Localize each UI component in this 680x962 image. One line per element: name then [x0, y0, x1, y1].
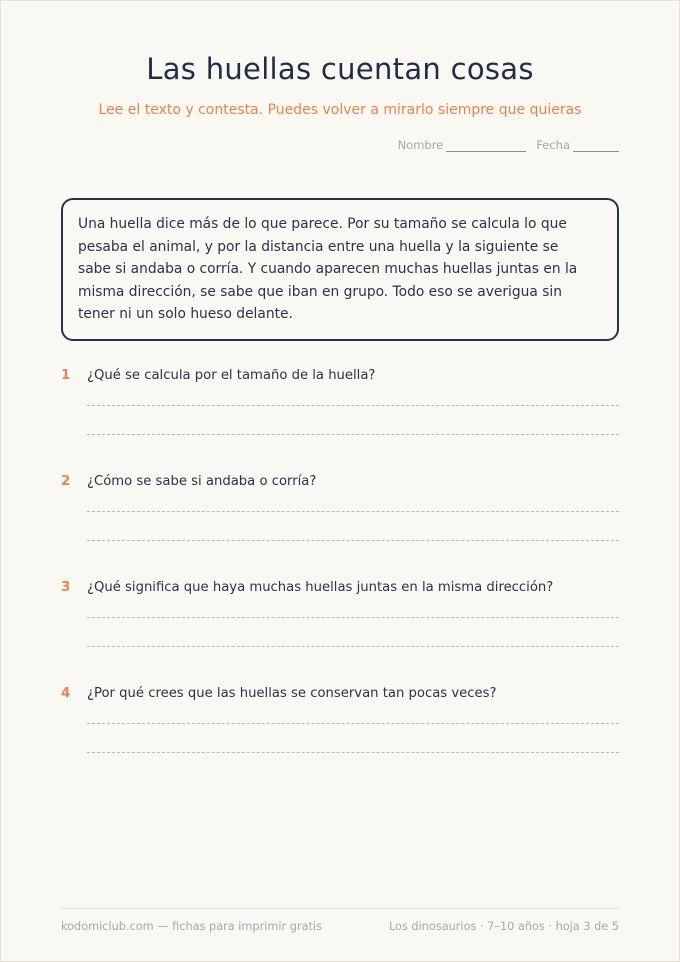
question-text: ¿Qué significa que haya muchas huellas juntas en la misma dirección? — [87, 580, 554, 595]
footer-page-info: Los dinosaurios · 7–10 años · hoja 3 de 5 — [388, 920, 619, 933]
reading-line: sabe si andaba o corría. Y cuando aparecen muchas huellas juntas en la — [78, 261, 578, 277]
footer-divider — [61, 908, 619, 909]
page-title: Las huellas cuentan cosas — [146, 52, 534, 86]
question-3 — [61, 579, 619, 595]
answer-line[interactable] — [87, 405, 619, 406]
question-text: ¿Qué se calcula por el tamaño de la huella? — [87, 368, 376, 383]
reading-passage — [61, 198, 619, 341]
date-line — [573, 141, 619, 152]
answer-line[interactable] — [87, 723, 619, 724]
reading-line: misma dirección, se sabe que iban en grupo. Todo eso se averigua sin — [78, 283, 562, 300]
question-1 — [61, 367, 619, 383]
question-4 — [61, 685, 619, 701]
answer-line[interactable] — [87, 617, 619, 618]
footer-site: kodomiclub.com — fichas para imprimir gratis — [61, 920, 322, 933]
answer-line[interactable] — [87, 752, 619, 753]
question-2 — [61, 473, 619, 489]
student-meta — [398, 138, 619, 152]
date-label: Fecha — [536, 138, 570, 152]
name-label: Nombre — [397, 138, 444, 152]
question-number: 3 — [61, 579, 71, 595]
answer-line[interactable] — [87, 511, 619, 512]
reading-line: Una huella dice más de lo que parece. Por su tamaño se calcula lo que — [78, 216, 567, 232]
name-line — [446, 141, 526, 152]
reading-line: tener ni un solo hueso delante. — [78, 306, 293, 322]
answer-line[interactable] — [87, 646, 619, 647]
question-number: 4 — [61, 685, 71, 701]
page-subtitle: Lee el texto y contesta. Puedes volver a mirarlo siempre que quieras — [98, 102, 582, 118]
answer-line[interactable] — [87, 540, 619, 541]
reading-line: pesaba el animal, y por la distancia entre una huella y la siguiente se — [78, 238, 559, 255]
question-number: 1 — [61, 367, 71, 383]
answer-line[interactable] — [87, 434, 619, 435]
question-text: ¿Por qué crees que las huellas se conservan tan pocas veces? — [87, 686, 497, 701]
question-number: 2 — [61, 473, 71, 489]
question-text: ¿Cómo se sabe si andaba o corría? — [87, 474, 317, 489]
